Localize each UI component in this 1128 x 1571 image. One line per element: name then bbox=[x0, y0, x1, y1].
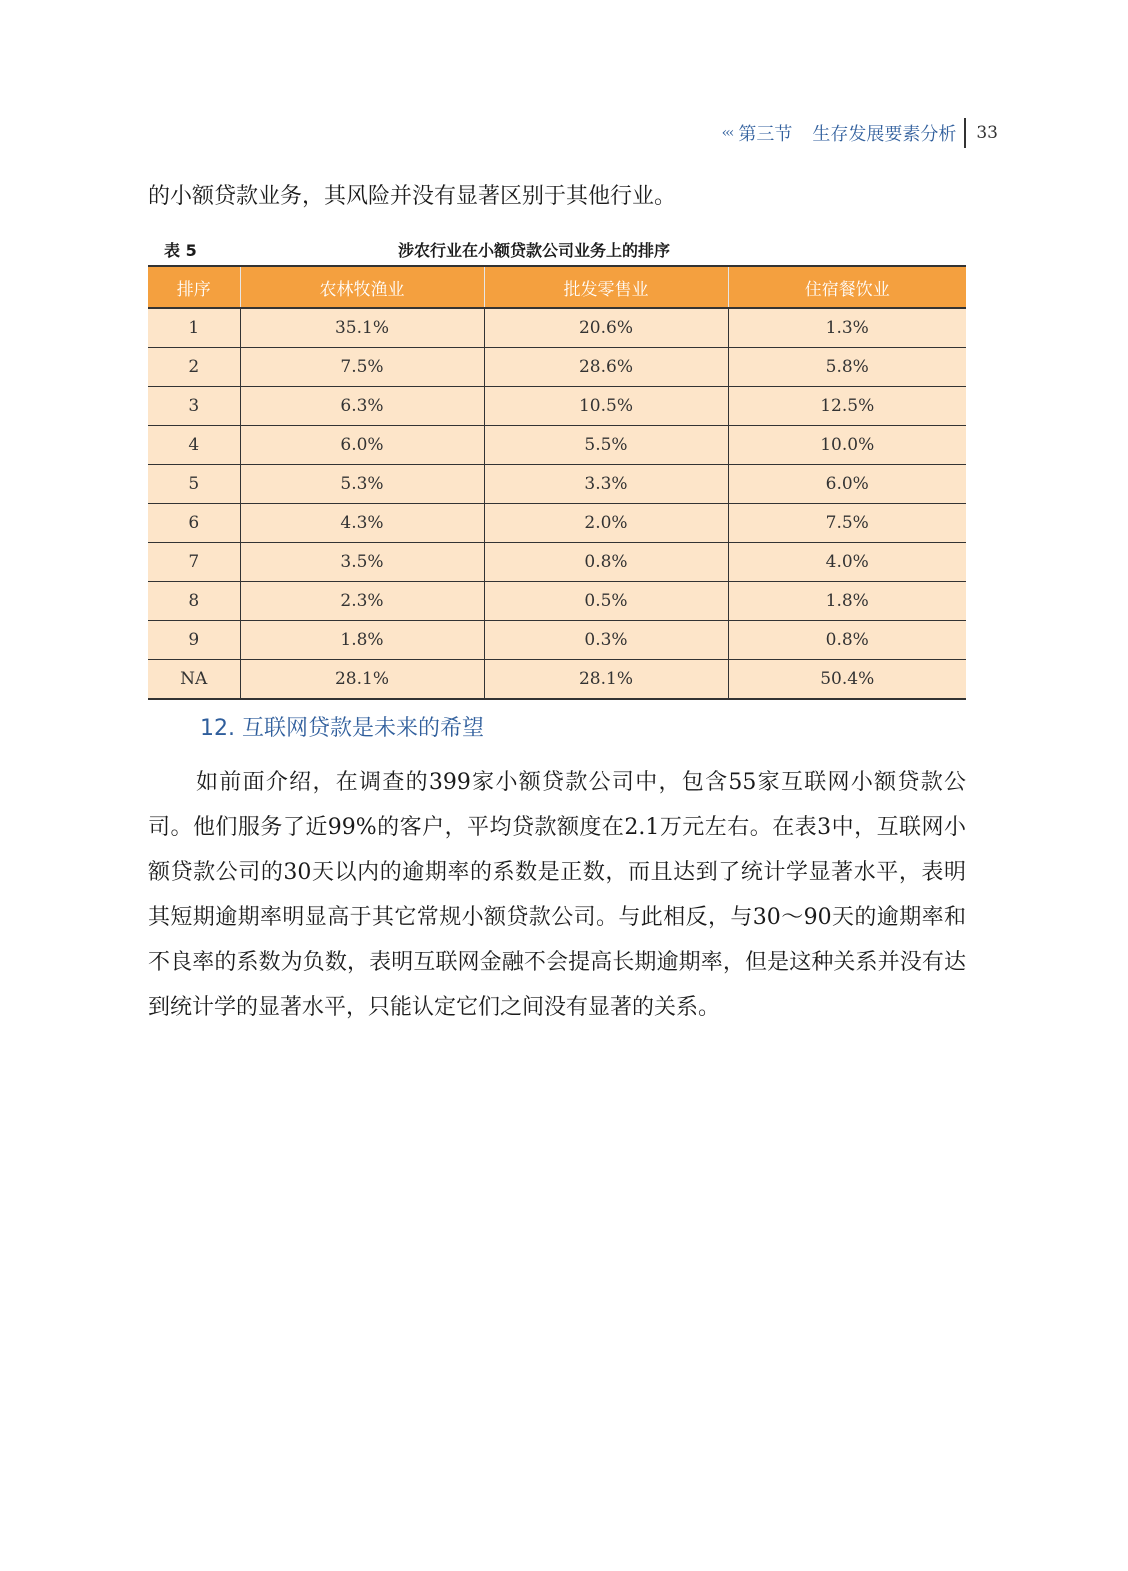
header-rank: 排序 bbox=[148, 266, 240, 308]
agriculture-cell: 35.1% bbox=[240, 308, 484, 348]
ranking-table bbox=[148, 265, 966, 700]
table-row bbox=[148, 582, 966, 621]
rank-cell: 5 bbox=[148, 465, 240, 504]
chapter-title: 生存发展要素分析 bbox=[812, 124, 957, 145]
table-row bbox=[148, 426, 966, 465]
wholesale-retail-cell: 20.6% bbox=[484, 308, 728, 348]
agriculture-cell: 7.5% bbox=[240, 348, 484, 387]
rank-cell: 6 bbox=[148, 504, 240, 543]
table-row bbox=[148, 387, 966, 426]
table-header-row bbox=[148, 266, 966, 308]
agriculture-cell: 28.1% bbox=[240, 660, 484, 700]
chevron-left-icon: ‹‹‹ bbox=[721, 125, 733, 141]
agriculture-cell: 6.3% bbox=[240, 387, 484, 426]
page-number: 33 bbox=[976, 123, 998, 143]
running-head bbox=[722, 118, 998, 148]
header-wholesale-retail: 批发零售业 bbox=[484, 266, 728, 308]
hospitality-cell: 0.8% bbox=[728, 621, 966, 660]
agriculture-cell: 4.3% bbox=[240, 504, 484, 543]
wholesale-retail-cell: 0.3% bbox=[484, 621, 728, 660]
rank-cell: 3 bbox=[148, 387, 240, 426]
table-number: 表 5 bbox=[164, 241, 197, 260]
wholesale-retail-cell: 0.8% bbox=[484, 543, 728, 582]
wholesale-retail-cell: 0.5% bbox=[484, 582, 728, 621]
table-row bbox=[148, 465, 966, 504]
intro-paragraph: 的小额贷款业务，其风险并没有显著区别于其他行业。 bbox=[148, 184, 677, 209]
hospitality-cell: 5.8% bbox=[728, 348, 966, 387]
hospitality-cell: 50.4% bbox=[728, 660, 966, 700]
wholesale-retail-cell: 28.6% bbox=[484, 348, 728, 387]
agriculture-cell: 6.0% bbox=[240, 426, 484, 465]
hospitality-cell: 4.0% bbox=[728, 543, 966, 582]
wholesale-retail-cell: 28.1% bbox=[484, 660, 728, 700]
section-heading: 12. 互联网贷款是未来的希望 bbox=[200, 716, 484, 741]
hospitality-cell: 6.0% bbox=[728, 465, 966, 504]
rank-cell: 2 bbox=[148, 348, 240, 387]
table-row bbox=[148, 504, 966, 543]
table-caption bbox=[164, 236, 966, 262]
body-paragraph: 如前面介绍，在调查的399家小额贷款公司中，包含55家互联网小额贷款公司。他们服务了近99%的客户，平均贷款额度在2.1万元左右。在表3中，互联网小额贷款公司的30天以内的逾期率的系数是正数，而且达到了统计学显著水平，表明其短期逾期率明显高于其它常规小额贷款公司。与此相反，与30～90天的逾期率和不良率的系数为负数，表明互联网金融不会提高长期逾期率，但是这种关系并没有达到统计学的显著水平，只能认定它们之间没有显著的关系。 bbox=[148, 770, 966, 1020]
table-row bbox=[148, 660, 966, 700]
table-row bbox=[148, 621, 966, 660]
rank-cell: NA bbox=[148, 660, 240, 700]
wholesale-retail-cell: 3.3% bbox=[484, 465, 728, 504]
rank-cell: 9 bbox=[148, 621, 240, 660]
rank-cell: 1 bbox=[148, 308, 240, 348]
hospitality-cell: 1.3% bbox=[728, 308, 966, 348]
agriculture-cell: 1.8% bbox=[240, 621, 484, 660]
wholesale-retail-cell: 2.0% bbox=[484, 504, 728, 543]
rank-cell: 8 bbox=[148, 582, 240, 621]
agriculture-cell: 2.3% bbox=[240, 582, 484, 621]
agriculture-cell: 5.3% bbox=[240, 465, 484, 504]
hospitality-cell: 7.5% bbox=[728, 504, 966, 543]
header-agriculture: 农林牧渔业 bbox=[240, 266, 484, 308]
table-title: 涉农行业在小额贷款公司业务上的排序 bbox=[398, 241, 671, 260]
rank-cell: 7 bbox=[148, 543, 240, 582]
wholesale-retail-cell: 10.5% bbox=[484, 387, 728, 426]
table-row bbox=[148, 348, 966, 387]
section-label: 第三节 bbox=[738, 124, 793, 145]
wholesale-retail-cell: 5.5% bbox=[484, 426, 728, 465]
hospitality-cell: 1.8% bbox=[728, 582, 966, 621]
agriculture-cell: 3.5% bbox=[240, 543, 484, 582]
header-hospitality: 住宿餐饮业 bbox=[728, 266, 966, 308]
hospitality-cell: 12.5% bbox=[728, 387, 966, 426]
hospitality-cell: 10.0% bbox=[728, 426, 966, 465]
table-row bbox=[148, 543, 966, 582]
rank-cell: 4 bbox=[148, 426, 240, 465]
header-divider bbox=[964, 118, 966, 148]
table-row bbox=[148, 308, 966, 348]
